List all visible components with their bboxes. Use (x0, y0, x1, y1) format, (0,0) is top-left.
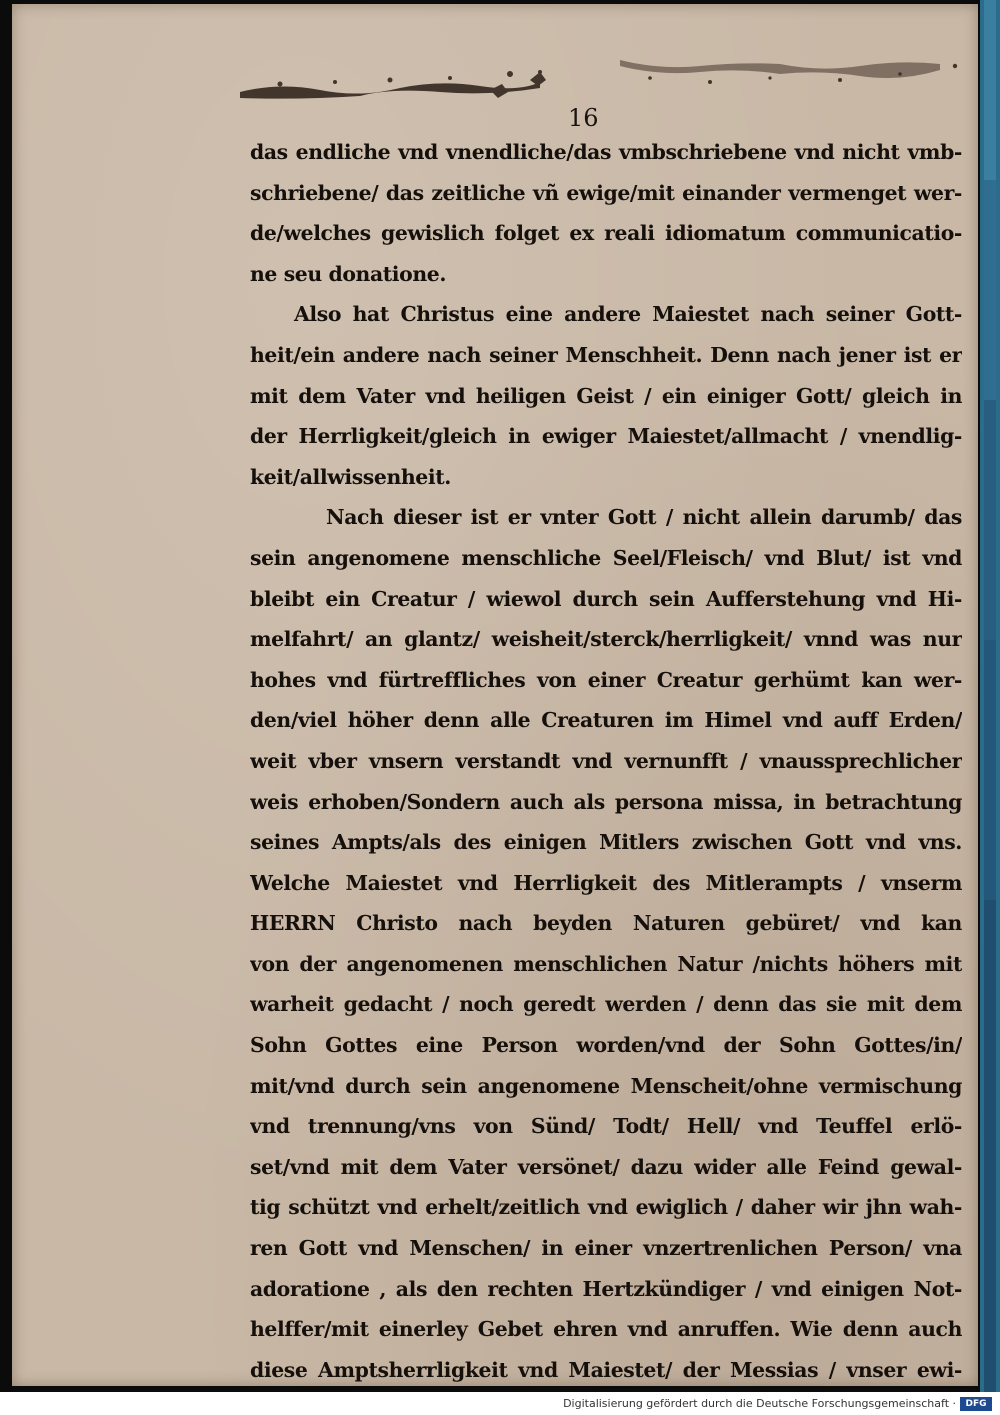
color-strip-band (984, 640, 996, 900)
text-line: set/vnd mit dem Vater versönet/ dazu wider alle Feind gewal- (250, 1154, 962, 1179)
text-line: ren Gott vnd Menschen/ in einer vnzertrenlichen Person/ vna (250, 1236, 962, 1261)
text-line: vnd trennung/vns von Sünd/ Todt/ Hell/ vnd Teuffel erlö- (250, 1114, 962, 1139)
text-line: mit dem Vater vnd heiligen Geist / ein einiger Gott/ gleich in (250, 383, 962, 408)
color-strip-band (984, 900, 996, 1392)
text-line: keit/allwissenheit. (250, 464, 451, 489)
color-strip (980, 0, 1000, 1392)
text-line: diese Amptsherrligkeit vnd Maiestet/ der Messias / vnser ewi- (250, 1357, 962, 1382)
text-line: adoratione , als den rechten Hertzkündiger / vnd einigen Not- (250, 1276, 962, 1301)
funding-credit: Digitalisierung gefördert durch die Deutsche Forschungsgemeinschaft · (563, 1397, 956, 1410)
text-line: von der angenomenen menschlichen Natur /nichts höhers mit (250, 951, 962, 976)
page-body-text (250, 132, 962, 1392)
text-line: mit/vnd durch sein angenomene Menscheit/ohne vermischung (250, 1073, 962, 1098)
text-line: ne seu donatione. (250, 261, 447, 286)
text-line: tig schützt vnd erhelt/zeitlich vnd ewiglich / daher wir jhn wah- (250, 1195, 962, 1220)
color-strip-band (984, 0, 996, 180)
text-line: weis erhoben/Sondern auch als persona missa, in betrachtung (250, 789, 962, 814)
footer-bar (0, 1394, 1000, 1415)
text-line: hohes vnd fürtreffliches von einer Creatur gerhümt kan wer- (250, 667, 962, 692)
color-strip-band (984, 400, 996, 640)
text-line: heit/ein andere nach seiner Menschheit. Denn nach jener ist er (250, 342, 962, 367)
text-line: schriebene/ das zeitliche vñ ewige/mit einander vermenget wer- (250, 180, 962, 205)
text-line: das endliche vnd vnendliche/das vmbschriebene vnd nicht vmb- (250, 140, 962, 164)
text-line: helffer/mit einerley Gebet ehren vnd anruffen. Wie denn auch (250, 1317, 962, 1342)
text-line (250, 1390, 962, 1392)
text-line: weit vber vnsern verstandt vnd vernunfft / vnaussprechlicher (250, 748, 962, 773)
dfg-logo-icon: DFG (960, 1397, 992, 1411)
text-line: HERRN Christo nach beyden Naturen gebüret/ vnd kan (250, 911, 962, 936)
text-line: sein angenomene menschliche Seel/Fleisch/ vnd Blut/ ist vnd (250, 545, 962, 570)
text-line: melfahrt/ an glantz/ weisheit/sterck/herrligkeit/ vnnd was nur (250, 627, 962, 652)
text-line: bleibt ein Creatur / wiewol durch sein Aufferstehung vnd Hi- (250, 586, 962, 611)
text-line: Welche Maiestet vnd Herrligkeit des Mitlerampts / vnserm (250, 870, 962, 895)
text-line: Nach dieser ist er vnter Gott / nicht allein darumb/ das (326, 505, 962, 530)
text-line: der Herrligkeit/gleich in ewiger Maiestet/allmacht / vnendlig- (250, 424, 962, 449)
text-line: seines Ampts/als des einigen Mitlers zwischen Gott vnd vns. (250, 830, 962, 855)
text-line: Also hat Christus eine andere Maiestet nach seiner Gott- (294, 302, 962, 327)
text-line: warheit gedacht / noch geredt werden / denn das sie mit dem (250, 992, 962, 1017)
page-number: 16 (568, 104, 599, 132)
book-page (12, 4, 978, 1386)
text-line: de/welches gewislich folget ex reali idiomatum communicatio- (250, 221, 962, 246)
color-strip-band (984, 180, 996, 400)
head-ornament (240, 44, 970, 114)
text-line: Sohn Gottes eine Person worden/vnd der Sohn Gottes/in/ (250, 1033, 962, 1058)
text-line: den/viel höher denn alle Creaturen im Himel vnd auff Erden/ (250, 708, 962, 733)
